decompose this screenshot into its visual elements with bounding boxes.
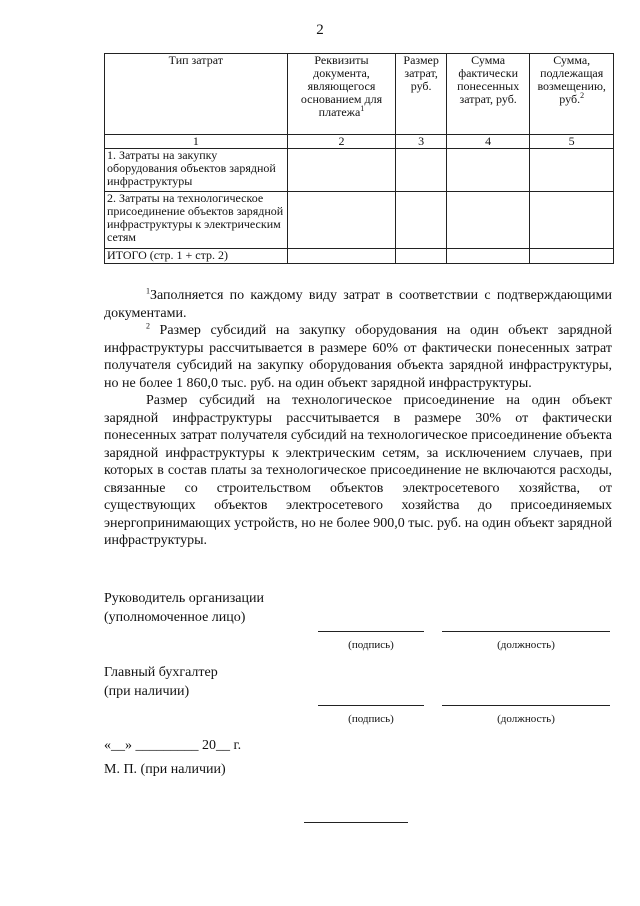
- head-signature-line: [318, 631, 424, 632]
- column-number: 3: [396, 135, 447, 149]
- table-cell: [287, 192, 396, 249]
- column-number-row: [105, 135, 614, 149]
- signature-caption: (подпись): [348, 639, 394, 651]
- table-header-row: [105, 54, 614, 135]
- footnote-mark-1: 1: [360, 104, 365, 113]
- header-cost-amount: Размер затрат, руб.: [396, 54, 447, 135]
- header-reimbursement: Сумма, подлежащая возмещению, руб.$^2$: [530, 54, 614, 135]
- table-cell: [530, 192, 614, 249]
- table-cell: [530, 249, 614, 264]
- accountant-signatory: Главный бухгалтер (при наличии): [104, 665, 218, 699]
- table-cell: [287, 249, 396, 264]
- table-row: [105, 149, 614, 192]
- table-cell: [396, 192, 447, 249]
- footnote-2: $^2$ Размер субсидий на закупку оборудования на один объект зарядной инфраструктуры рассчитывается в размере 60% от фактически понесенных затрат получателя субсидий на закупку оборудования объекта зарядной инфраструктуры, но не более 1 860,0 тыс. руб. на один объект зарядной инфраструктуры.: [104, 321, 612, 391]
- position-caption: (должность): [497, 713, 555, 725]
- header-cost-type: Тип затрат: [105, 54, 288, 135]
- stamp-label: М. П. (при наличии): [104, 762, 226, 777]
- footnote-mark-2: 2: [580, 91, 585, 100]
- cost-table: [104, 53, 614, 264]
- signature-caption: (подпись): [348, 713, 394, 725]
- column-number: 2: [287, 135, 396, 149]
- accountant-signature-line: [318, 705, 424, 706]
- header-document-details: Реквизиты документа, являющегося основанием для платежа$^1$: [287, 54, 396, 135]
- end-separator-line: [304, 822, 408, 823]
- table-cell: [446, 149, 529, 192]
- table-cell: [287, 149, 396, 192]
- table-cell: [396, 249, 447, 264]
- page-number: 2: [316, 22, 324, 38]
- column-number: 1: [105, 135, 288, 149]
- accountant-position-line: [442, 705, 610, 706]
- row-label-connection: 2. Затраты на технологическое присоединение объектов зарядной инфраструктуры к электрическим сетям: [105, 192, 288, 249]
- row-label-equipment: 1. Затраты на закупку оборудования объектов зарядной инфраструктуры: [105, 149, 288, 192]
- table-cell: [530, 149, 614, 192]
- table-cell: [446, 192, 529, 249]
- header-actual-costs: Сумма фактически понесенных затрат, руб.: [446, 54, 529, 135]
- footnotes: [104, 287, 612, 550]
- date-line: «__» _________ 20__ г.: [104, 738, 242, 753]
- position-caption: (должность): [497, 639, 555, 651]
- column-number: 4: [446, 135, 529, 149]
- table-row-total: [105, 249, 614, 264]
- table-row: [105, 192, 614, 249]
- head-position-line: [442, 631, 610, 632]
- table-cell: [396, 149, 447, 192]
- row-label-total: ИТОГО (стр. 1 + стр. 2): [105, 249, 288, 264]
- column-number: 5: [530, 135, 614, 149]
- footnote-1: $^1$Заполняется по каждому виду затрат в соответствии с подтверждающими документами.: [104, 286, 612, 321]
- footnote-2-continued: Размер субсидий на технологическое присоединение на один объект зарядной инфраструктуры рассчитывается в размере 30% от фактически понесенных затрат получателя субсидий на технологическое присоединение объекта зарядной инфраструктуры к электрическим сетям, за исключением случаев, при которых в состав платы за технологическое присоединение не включаются расходы, связанные со строительством объектов электросетевого хозяйства, от существующих объектов электросетевого хозяйства до присоединяемых энергопринимающих устройств, но не более 900,0 тыс. руб. на один объект зарядной инфраструктуры.: [104, 393, 612, 548]
- table-cell: [446, 249, 529, 264]
- head-signatory: Руководитель организации (уполномоченное лицо): [104, 591, 264, 625]
